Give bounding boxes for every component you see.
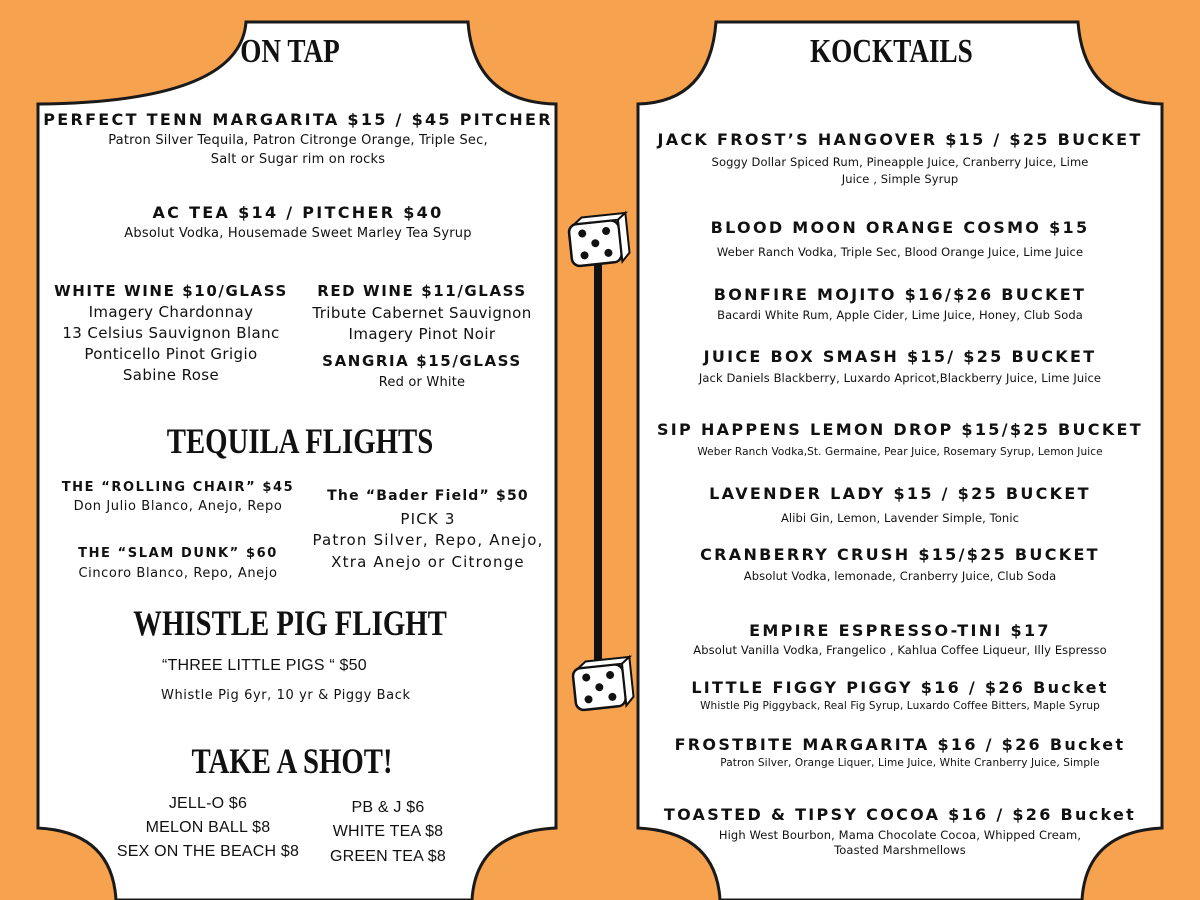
bader-field-desc-2: Xtra Anejo or Citronge: [331, 553, 525, 571]
cocktail-desc: Weber Ranch Vodka, Triple Sec, Blood Orange Juice, Lime Juice: [716, 245, 1084, 259]
cocktail-name: JUICE BOX SMASH $15/ $25 BUCKET: [703, 347, 1097, 366]
cocktail-desc: Weber Ranch Vodka,St. Germaine, Pear Juice, Rosemary Syrup, Lemon Juice: [697, 446, 1103, 458]
bader-field-name: The “Bader Field” $50: [327, 488, 529, 504]
cocktail-name: SIP HAPPENS LEMON DROP $15/$25 BUCKET: [656, 420, 1143, 439]
cocktail-name: FROSTBITE MARGARITA $16 / $26 Bucket: [674, 735, 1126, 754]
margarita-desc-1: Patron Silver Tequila, Patron Citronge Orange, Triple Sec,: [108, 133, 488, 148]
sangria-name: SANGRIA $15/GLASS: [322, 352, 522, 370]
cocktail-desc: Whistle Pig Piggyback, Real Fig Syrup, Luxardo Coffee Bitters, Maple Syrup: [700, 700, 1100, 712]
cocktail-name: CRANBERRY CRUSH $15/$25 BUCKET: [700, 545, 1100, 564]
rolling-chair-desc: Don Julio Blanco, Anejo, Repo: [73, 499, 283, 514]
cocktail-name: LITTLE FIGGY PIGGY $16 / $26 Bucket: [691, 678, 1109, 697]
dice-icon: [568, 213, 631, 267]
cocktail-name: TOASTED & TIPSY COCOA $16 / $26 Bucket: [663, 805, 1137, 824]
dice-icon: [572, 657, 635, 711]
cocktail-desc: Absolut Vodka, lemonade, Cranberry Juice, Club Soda: [743, 569, 1057, 583]
red-wine-item: Imagery Pinot Noir: [348, 325, 496, 343]
cocktail-name: BLOOD MOON ORANGE COSMO $15: [710, 218, 1090, 237]
shot-item: GREEN TEA $8: [330, 848, 446, 865]
ac-tea-name: AC TEA $14 / PITCHER $40: [152, 203, 444, 222]
cocktail-name: LAVENDER LADY $15 / $25 BUCKET: [709, 484, 1091, 503]
cocktail-name: BONFIRE MOJITO $16/$26 BUCKET: [713, 285, 1087, 304]
cocktail-desc: Patron Silver, Orange Liquer, Lime Juice, White Cranberry Juice, Simple: [720, 757, 1100, 769]
red-wine-item: Tribute Cabernet Sauvignon: [312, 304, 532, 322]
shot-item: MELON BALL $8: [145, 819, 271, 836]
red-wine-name: RED WINE $11/GLASS: [317, 282, 527, 300]
shot-item: JELL-O $6: [168, 795, 248, 812]
slam-dunk-name: THE “SLAM DUNK” $60: [78, 546, 278, 561]
white-wine-item: Sabine Rose: [122, 366, 220, 384]
margarita-desc-2: Salt or Sugar rim on rocks: [210, 152, 386, 167]
cocktail-desc: Jack Daniels Blackberry, Luxardo Apricot,Blackberry Juice, Lime Juice: [698, 371, 1102, 385]
rolling-chair-name: THE “ROLLING CHAIR” $45: [61, 480, 295, 495]
sangria-desc: Red or White: [378, 375, 466, 390]
three-pigs-desc: Whistle Pig 6yr, 10 yr & Piggy Back: [161, 688, 411, 703]
slam-dunk-desc: Cincoro Blanco, Repo, Anejo: [78, 566, 278, 581]
cocktail-desc: Absolut Vanilla Vodka, Frangelico , Kahlua Coffee Liqueur, Illy Espresso: [693, 643, 1107, 657]
ac-tea-desc: Absolut Vodka, Housemade Sweet Marley Tea Syrup: [124, 226, 472, 241]
cocktail-desc: Toasted Marshmellows: [834, 843, 966, 857]
cocktail-desc: High West Bourbon, Mama Chocolate Cocoa, Whipped Cream,: [718, 828, 1082, 842]
cocktail-desc: Juice , Simple Syrup: [841, 172, 959, 186]
whistle-pig-title: WHISTLE PIG FLIGHT: [133, 603, 447, 643]
cocktail-name: EMPIRE ESPRESSO-TINI $17: [749, 621, 1051, 640]
cocktail-desc: Soggy Dollar Spiced Rum, Pineapple Juice, Cranberry Juice, Lime: [711, 155, 1089, 169]
white-wine-item: Imagery Chardonnay: [88, 303, 254, 321]
shot-item: WHITE TEA $8: [332, 823, 444, 840]
margarita-name: PERFECT TENN MARGARITA $15 / $45 PITCHER: [43, 110, 553, 129]
bader-field-pick: PICK 3: [400, 510, 456, 528]
bader-field-desc-1: Patron Silver, Repo, Anejo,: [312, 531, 544, 549]
cocktail-desc: Bacardi White Rum, Apple Cider, Lime Juice, Honey, Club Soda: [717, 308, 1083, 322]
kocktails-title: KOCKTAILS: [810, 33, 973, 70]
shot-item: SEX ON THE BEACH $8: [116, 843, 300, 860]
divider-bar: [594, 258, 602, 666]
on-tap-title: ON TAP: [240, 33, 340, 70]
white-wine-item: 13 Celsius Sauvignon Blanc: [62, 324, 280, 342]
take-a-shot-title: TAKE A SHOT!: [191, 741, 393, 781]
cocktail-desc: Alibi Gin, Lemon, Lavender Simple, Tonic: [780, 511, 1020, 525]
cocktail-name: JACK FROST’S HANGOVER $15 / $25 BUCKET: [657, 130, 1143, 149]
shot-item: PB & J $6: [351, 799, 425, 816]
white-wine-name: WHITE WINE $10/GLASS: [54, 282, 288, 300]
tequila-flights-title: TEQUILA FLIGHTS: [166, 421, 434, 461]
white-wine-item: Ponticello Pinot Grigio: [84, 345, 258, 363]
three-pigs-name: “THREE LITTLE PIGS “ $50: [162, 657, 367, 674]
